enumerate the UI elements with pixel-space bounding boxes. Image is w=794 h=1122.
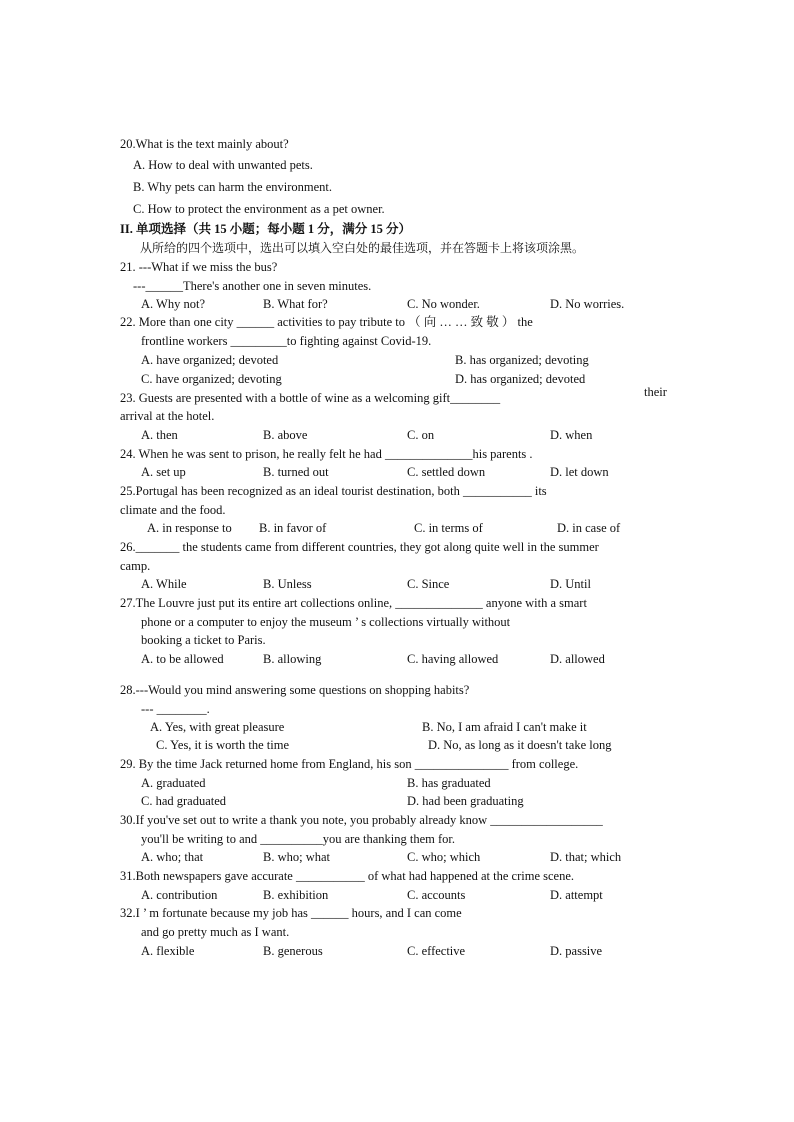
q30-stem: 30.If you've set out to write a thank you note, you probably already know __________________ bbox=[120, 813, 603, 827]
q29-option-d[interactable]: D. had been graduating bbox=[407, 794, 524, 808]
q23-stem-tail: their bbox=[644, 385, 667, 399]
q29-option-b[interactable]: B. has graduated bbox=[407, 776, 491, 790]
q28-option-d[interactable]: D. No, as long as it doesn't take long bbox=[428, 738, 612, 752]
q28-option-b[interactable]: B. No, I am afraid I can't make it bbox=[422, 720, 587, 734]
q29-option-c[interactable]: C. had graduated bbox=[141, 794, 227, 808]
q29-stem: 29. By the time Jack returned home from England, his son _______________ from college. bbox=[120, 757, 579, 771]
q25-option-d[interactable]: D. in case of bbox=[557, 521, 621, 535]
q26-option-c[interactable]: C. Since bbox=[407, 577, 450, 591]
q23-option-b[interactable]: B. above bbox=[263, 428, 308, 442]
q25-option-a[interactable]: A. in response to bbox=[147, 521, 232, 535]
q24-option-d[interactable]: D. let down bbox=[550, 465, 609, 479]
q23-option-d[interactable]: D. when bbox=[550, 428, 593, 442]
section-instruction: 从所给的四个选项中，选出可以填入空白处的最佳选项，并在答题卡上将该项涂黑。 bbox=[140, 241, 585, 255]
q31-option-a[interactable]: A. contribution bbox=[141, 888, 218, 902]
q26-option-b[interactable]: B. Unless bbox=[263, 577, 312, 591]
q32-option-b[interactable]: B. generous bbox=[263, 944, 323, 958]
q32-option-d[interactable]: D. passive bbox=[550, 944, 603, 958]
q31-option-d[interactable]: D. attempt bbox=[550, 888, 603, 902]
q21-option-d[interactable]: D. No worries. bbox=[550, 297, 625, 311]
q32-option-a[interactable]: A. flexible bbox=[141, 944, 195, 958]
q24-option-c[interactable]: C. settled down bbox=[407, 465, 486, 479]
q23-stem: 23. Guests are presented with a bottle of wine as a welcoming gift________ bbox=[120, 391, 501, 405]
q22-stem-cont: frontline workers _________to fighting against Covid-19. bbox=[141, 334, 432, 348]
q25-stem: 25.Portugal has been recognized as an ideal tourist destination, both ___________ its bbox=[120, 484, 547, 498]
q20-stem: 20.What is the text mainly about? bbox=[120, 137, 289, 151]
q29-option-a[interactable]: A. graduated bbox=[141, 776, 206, 790]
section-heading: II. 单项选择（共 15 小题；每小题 1 分，满分 15 分） bbox=[120, 222, 411, 236]
q22-option-a[interactable]: A. have organized; devoted bbox=[141, 353, 279, 367]
q24-option-a[interactable]: A. set up bbox=[141, 465, 186, 479]
q20-option-c[interactable]: C. How to protect the environment as a pet owner. bbox=[133, 202, 385, 216]
q31-stem: 31.Both newspapers gave accurate ___________ of what had happened at the crime scene. bbox=[120, 869, 575, 883]
q21-option-b[interactable]: B. What for? bbox=[263, 297, 328, 311]
q21-option-c[interactable]: C. No wonder. bbox=[407, 297, 480, 311]
q31-option-b[interactable]: B. exhibition bbox=[263, 888, 329, 902]
q24-stem: 24. When he was sent to prison, he really felt he had ______________his parents . bbox=[120, 447, 533, 461]
q22-option-c[interactable]: C. have organized; devoting bbox=[141, 372, 282, 386]
q25-option-b[interactable]: B. in favor of bbox=[259, 521, 327, 535]
q28-option-a[interactable]: A. Yes, with great pleasure bbox=[150, 720, 285, 734]
q32-stem: 32.I ’ m fortunate because my job has ______ hours, and I can come bbox=[120, 906, 462, 920]
q27-stem-cont2: booking a ticket to Paris. bbox=[141, 633, 266, 647]
q27-option-c[interactable]: C. having allowed bbox=[407, 652, 499, 666]
q27-option-d[interactable]: D. allowed bbox=[550, 652, 605, 666]
q27-stem-cont: phone or a computer to enjoy the museum ’ s collections virtually without bbox=[141, 615, 511, 629]
q30-option-d[interactable]: D. that; which bbox=[550, 850, 622, 864]
q25-stem-cont: climate and the food. bbox=[120, 503, 226, 517]
q27-option-a[interactable]: A. to be allowed bbox=[141, 652, 224, 666]
q21-stem: 21. ---What if we miss the bus? bbox=[120, 260, 278, 274]
q22-option-b[interactable]: B. has organized; devoting bbox=[455, 353, 589, 367]
q28-stem: 28.---Would you mind answering some questions on shopping habits? bbox=[120, 683, 470, 697]
q24-option-b[interactable]: B. turned out bbox=[263, 465, 329, 479]
q25-option-c[interactable]: C. in terms of bbox=[414, 521, 483, 535]
q23-stem-cont: arrival at the hotel. bbox=[120, 409, 215, 423]
q23-option-c[interactable]: C. on bbox=[407, 428, 435, 442]
q31-option-c[interactable]: C. accounts bbox=[407, 888, 466, 902]
q30-option-a[interactable]: A. who; that bbox=[141, 850, 204, 864]
q21-answer-line: ---______There's another one in seven minutes. bbox=[133, 279, 372, 293]
q26-stem-cont: camp. bbox=[120, 559, 151, 573]
q32-option-c[interactable]: C. effective bbox=[407, 944, 466, 958]
q22-stem: 22. More than one city ______ activities to pay tribute to （ 向 … … 致 敬 ） the bbox=[120, 315, 533, 329]
q20-option-a[interactable]: A. How to deal with unwanted pets. bbox=[133, 158, 313, 172]
q28-option-c[interactable]: C. Yes, it is worth the time bbox=[156, 738, 289, 752]
q26-option-a[interactable]: A. While bbox=[141, 577, 187, 591]
q28-answer-line: --- ________. bbox=[141, 702, 210, 716]
q20-option-b[interactable]: B. Why pets can harm the environment. bbox=[133, 180, 333, 194]
q30-option-c[interactable]: C. who; which bbox=[407, 850, 481, 864]
q27-option-b[interactable]: B. allowing bbox=[263, 652, 322, 666]
q21-option-a[interactable]: A. Why not? bbox=[141, 297, 205, 311]
q27-stem: 27.The Louvre just put its entire art collections online, ______________ anyone with a smart bbox=[120, 596, 587, 610]
q26-option-d[interactable]: D. Until bbox=[550, 577, 591, 591]
q30-option-b[interactable]: B. who; what bbox=[263, 850, 331, 864]
q32-stem-cont: and go pretty much as I want. bbox=[141, 925, 290, 939]
q30-stem-cont: you'll be writing to and __________you are thanking them for. bbox=[141, 832, 456, 846]
q23-option-a[interactable]: A. then bbox=[141, 428, 178, 442]
q22-option-d[interactable]: D. has organized; devoted bbox=[455, 372, 586, 386]
q26-stem: 26._______ the students came from different countries, they got along quite well in the summer bbox=[120, 540, 599, 554]
